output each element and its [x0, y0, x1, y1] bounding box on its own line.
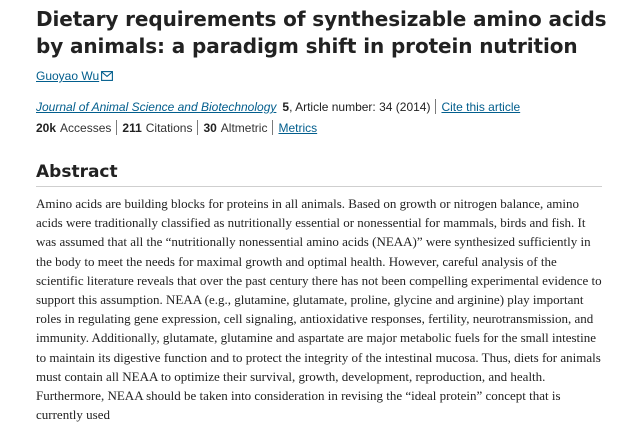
abstract-heading: Abstract — [36, 162, 118, 182]
accesses-label: Accesses — [60, 121, 112, 135]
author-list — [36, 68, 113, 85]
mail-icon[interactable] — [101, 69, 113, 85]
divider — [435, 99, 436, 114]
altmetric-score: 30 — [203, 121, 217, 135]
abstract-text: Amino acids are building blocks for proteins in all animals. Based on growth or nitrogen balance, amino acids were traditionally classified as nutritionally essential or nonessential for mammals, birds and fish. It was assumed that all the “nutritionally nonessential amino acids (NEAA)” were synthesized sufficiently in the body to meet the needs for maximal growth and optimal health. However, careful analysis of the scientific literature reveals that over the past century there has not been compelling experimental evidence to support this assumption. NEAA (e.g., glutamine, glutamate, proline, glycine and arginine) play important roles in regulating gene expression, cell signaling, antioxidative responses, fertility, neurotransmission, and immunity. Additionally, glutamate, glutamine and aspartate are major metabolic fuels for the small intestine to maintain its digestive function and to protect the integrity of the intestinal mucosa. Thus, diets for animals must contain all NEAA to optimize their survival, growth, development, reproduction, and health. Furthermore, NEAA should be taken into consideration in revising the “ideal protein” concept that is currently used — [36, 196, 602, 423]
section-divider — [36, 186, 602, 187]
article-title: Dietary requirements of synthesizable amino acids by animals: a paradigm shift in protein nutrition — [36, 7, 607, 58]
citations-label: Citations — [145, 121, 193, 135]
divider — [197, 120, 198, 135]
divider — [272, 120, 273, 135]
citations-count: 211 — [122, 121, 142, 135]
metrics-link[interactable]: Metrics — [278, 121, 318, 135]
article-metrics — [36, 120, 317, 136]
divider — [116, 120, 117, 135]
citation-line — [36, 99, 520, 115]
author-link[interactable]: Guoyao Wu — [36, 69, 100, 83]
cite-this-article-link[interactable]: Cite this article — [441, 100, 521, 114]
journal-link[interactable]: Journal of Animal Science and Biotechnology — [36, 100, 277, 114]
accesses-count: 20k — [36, 121, 57, 135]
volume-number: 5 — [282, 100, 290, 114]
article-info: , Article number: 34 (2014) — [289, 100, 431, 114]
altmetric-label: Altmetric — [220, 121, 268, 135]
